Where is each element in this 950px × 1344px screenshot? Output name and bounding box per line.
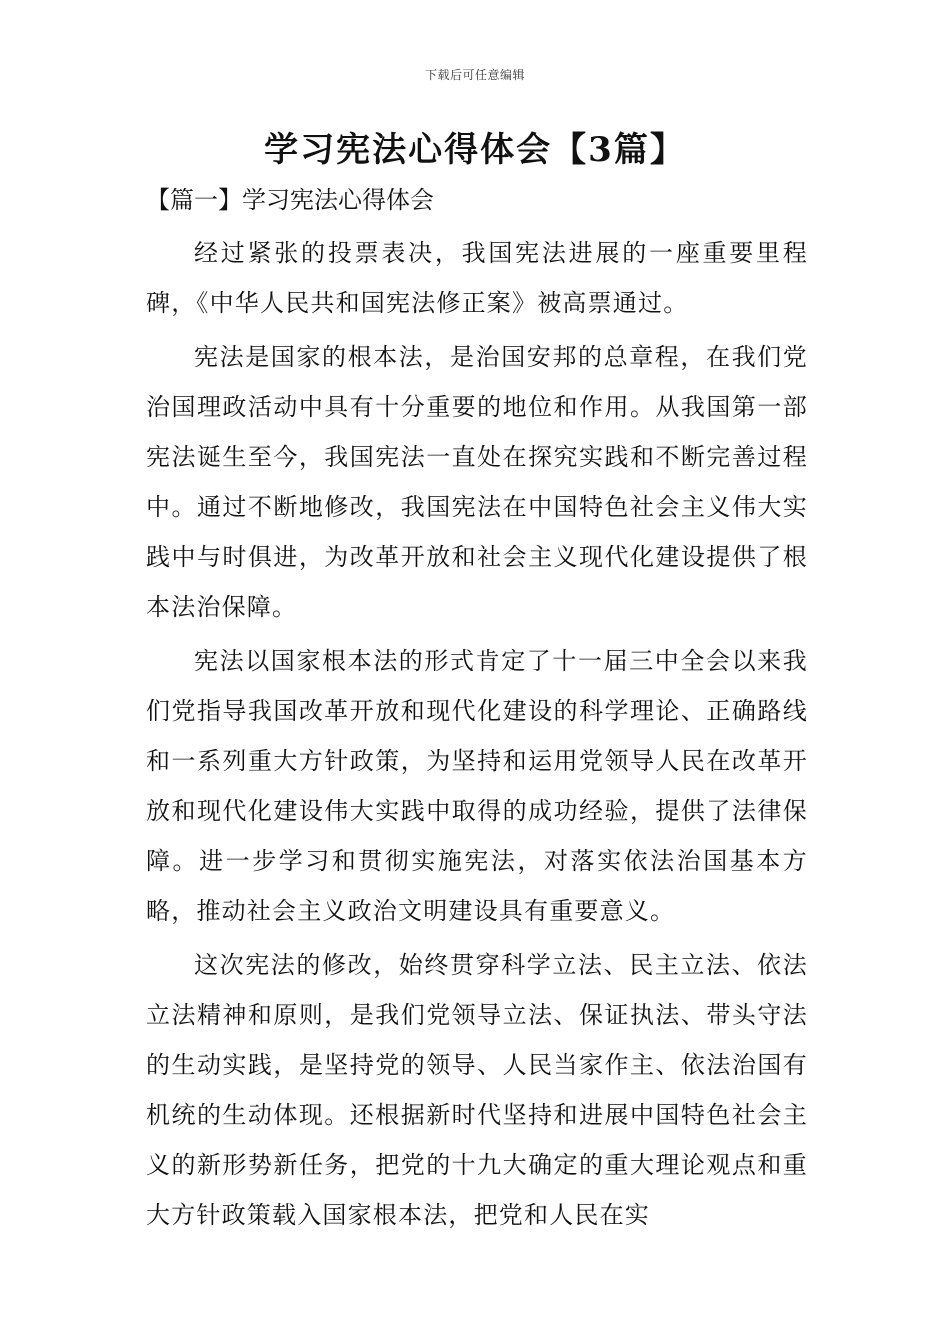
section-heading: 【篇一】学习宪法心得体会 [146, 186, 434, 214]
paragraph-3: 宪法以国家根本法的形式肯定了十一届三中全会以来我们党指导我国改革开放和现代化建设的科学理论、正确路线和一系列重大方针政策，为坚持和运用党领导人民在改革开放和现代化建设伟大实践中取得的成功经验，提供了法律保障。进一步学习和贯彻实施宪法，对落实依法治国基本方略，推动社会主义政治文明建设具有重要意义。 [146, 647, 808, 925]
paragraph-4: 这次宪法的修改，始终贯穿科学立法、民主立法、依法立法精神和原则，是我们党领导立法、保证执法、带头守法的生动实践，是坚持党的领导、人民当家作主、依法治国有机统的生动体现。还根据新时代坚持和进展中国特色社会主义的新形势新任务，把党的十九大确定的重大理论观点和重大方针政策载入国家根本法，把党和人民在实 [146, 951, 808, 1229]
header-note: 下载后可任意编辑 [424, 68, 525, 82]
document-title: 学习宪法心得体会【3篇】 [264, 130, 686, 170]
body-text [146, 228, 808, 1244]
paragraph-1: 经过紧张的投票表决，我国宪法进展的一座重要里程碑，《中华人民共和国宪法修正案》被高票通过。 [146, 239, 808, 317]
paragraph-2: 宪法是国家的根本法，是治国安邦的总章程，在我们党治国理政活动中具有十分重要的地位和作用。从我国第一部宪法诞生至今，我国宪法一直处在探究实践和不断完善过程中。通过不断地修改，我国宪法在中国特色社会主义伟大实践中与时俱进，为改革开放和社会主义现代化建设提供了根本法治保障。 [146, 343, 808, 621]
